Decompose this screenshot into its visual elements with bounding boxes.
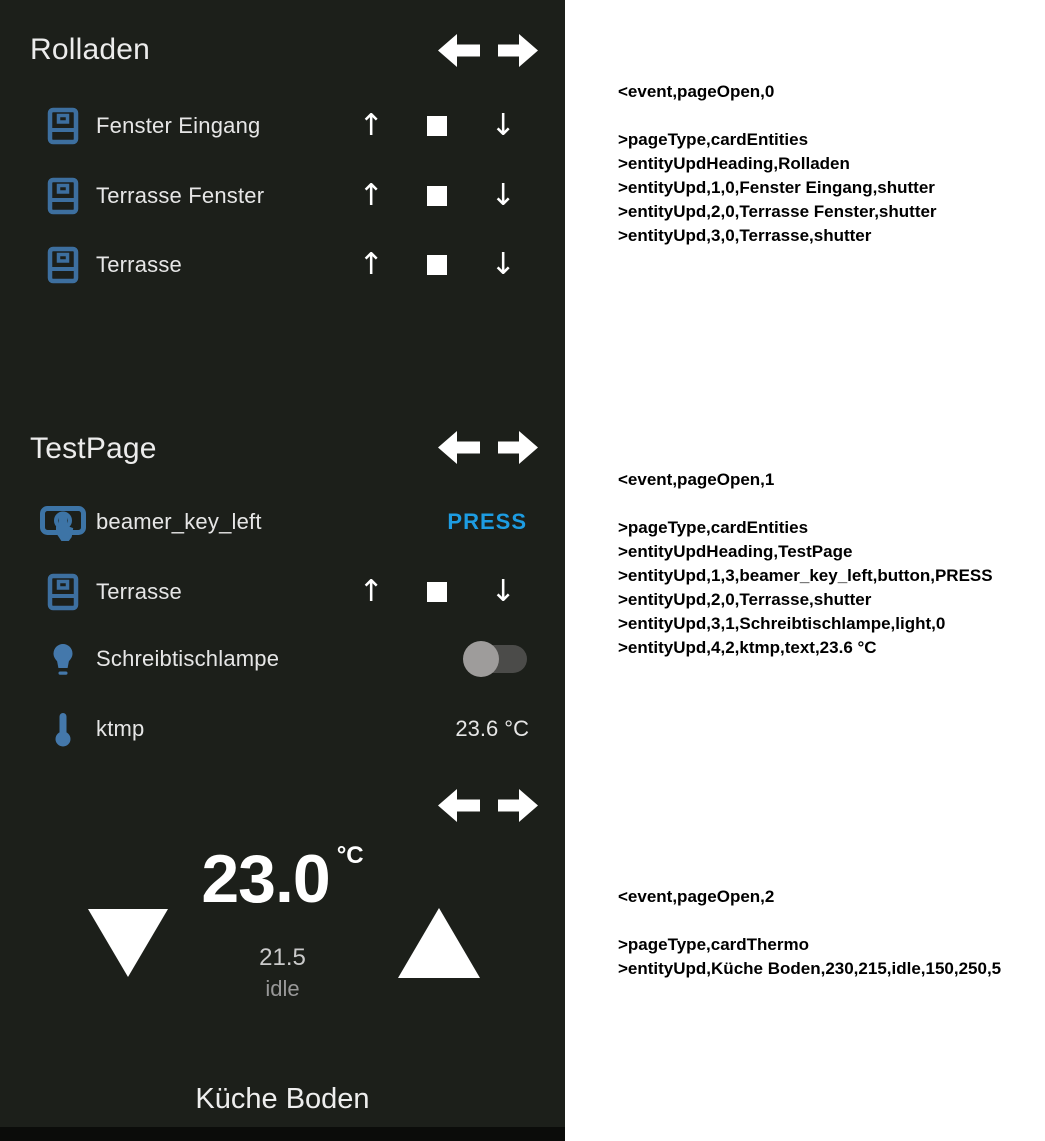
entity-row	[0, 637, 565, 681]
log-line: >pageType,cardEntities	[618, 518, 809, 537]
entity-label: Terrasse	[96, 252, 182, 277]
entity-label: Terrasse Fenster	[96, 183, 265, 208]
entity-row	[0, 243, 565, 287]
page-next-button[interactable]	[498, 431, 538, 464]
toggle-knob	[463, 641, 499, 677]
shutter-stop-button[interactable]	[425, 248, 449, 282]
entity-row	[0, 104, 565, 148]
entity-label: Schreibtischlampe	[96, 646, 280, 671]
card-heading-testpage: TestPage	[30, 432, 157, 465]
card-heading-rolladen: Rolladen	[30, 33, 151, 66]
page-prev-button[interactable]	[438, 431, 480, 464]
arrow-right-icon	[498, 34, 538, 67]
window-shutter-icon	[40, 246, 86, 284]
shutter-up-button[interactable]	[359, 109, 383, 143]
shutter-stop-button[interactable]	[425, 179, 449, 213]
shutter-down-button[interactable]	[491, 575, 515, 609]
log-line: >entityUpd,2,0,Terrasse Fenster,shutter	[618, 202, 937, 221]
log-line: >entityUpd,2,0,Terrasse,shutter	[618, 590, 872, 609]
arrow-left-icon	[438, 431, 480, 464]
arrow-down-icon: ↓	[490, 574, 516, 609]
entity-row	[0, 707, 565, 751]
page-nav	[438, 431, 538, 464]
shutter-up-button[interactable]	[359, 179, 383, 213]
log-line: >entityUpdHeading,TestPage	[618, 542, 853, 561]
entity-label: Fenster Eingang	[96, 113, 261, 138]
arrow-left-icon	[438, 34, 480, 67]
log-event-line: <event,pageOpen,0	[618, 82, 775, 101]
entity-row	[0, 500, 565, 544]
log-block-page0	[618, 80, 1042, 248]
target-temperature: 21.5	[259, 944, 306, 971]
page-next-button[interactable]	[498, 34, 538, 67]
log-line: >entityUpd,4,2,ktmp,text,23.6 °C	[618, 638, 877, 657]
hvac-state: idle	[265, 976, 300, 1001]
window-shutter-icon	[40, 573, 86, 611]
window-shutter-icon	[40, 107, 86, 145]
shutter-stop-button[interactable]	[425, 575, 449, 609]
thermometer-icon	[40, 711, 86, 747]
shutter-down-button[interactable]	[491, 248, 515, 282]
log-event-line: <event,pageOpen,2	[618, 887, 775, 906]
entity-row	[0, 570, 565, 614]
thermostat-title: Küche Boden	[195, 1083, 370, 1115]
log-block-page1	[618, 468, 1042, 660]
shutter-stop-button[interactable]	[425, 109, 449, 143]
shutter-controls	[359, 575, 515, 609]
arrow-up-icon: ↑	[358, 574, 384, 609]
shutter-controls	[359, 109, 515, 143]
log-line: >entityUpd,3,0,Terrasse,shutter	[618, 226, 872, 245]
entity-row	[0, 174, 565, 218]
entity-label: beamer_key_left	[96, 509, 262, 534]
press-button[interactable]: PRESS	[447, 509, 527, 534]
log-line: >entityUpd,1,0,Fenster Eingang,shutter	[618, 178, 935, 197]
log-line: >pageType,cardThermo	[618, 935, 809, 954]
page-nav	[438, 34, 538, 67]
arrow-up-icon: ↑	[358, 108, 384, 143]
gesture-tap-button-icon	[40, 502, 86, 542]
shutter-up-button[interactable]	[359, 575, 383, 609]
arrow-right-icon	[498, 789, 538, 822]
arrow-down-icon: ↓	[490, 178, 516, 213]
stop-square-icon	[427, 255, 447, 275]
page-prev-button[interactable]	[438, 34, 480, 67]
arrow-up-icon: ↑	[358, 178, 384, 213]
arrow-up-icon: ↑	[358, 247, 384, 282]
arrow-down-icon: ↓	[490, 108, 516, 143]
shutter-up-button[interactable]	[359, 248, 383, 282]
shutter-controls	[359, 248, 515, 282]
arrow-down-icon: ↓	[490, 247, 516, 282]
arrow-right-icon	[498, 431, 538, 464]
current-temperature-value: 23.0	[201, 841, 330, 917]
log-event-line: <event,pageOpen,1	[618, 470, 775, 489]
entity-label: ktmp	[96, 716, 145, 741]
window-shutter-icon	[40, 177, 86, 215]
log-line: >entityUpdHeading,Rolladen	[618, 154, 850, 173]
entity-label: Terrasse	[96, 579, 182, 604]
light-bulb-icon	[40, 642, 86, 676]
arrow-left-icon	[438, 789, 480, 822]
stop-square-icon	[427, 116, 447, 136]
log-block-page2	[618, 885, 1042, 981]
light-toggle[interactable]	[463, 645, 527, 673]
log-line: >entityUpd,1,3,beamer_key_left,button,PRESS	[618, 566, 993, 585]
stop-square-icon	[427, 186, 447, 206]
page-nav	[438, 789, 538, 822]
log-line: >entityUpd,3,1,Schreibtischlampe,light,0	[618, 614, 946, 633]
page-next-button[interactable]	[498, 789, 538, 822]
shutter-down-button[interactable]	[491, 179, 515, 213]
stop-square-icon	[427, 582, 447, 602]
page-prev-button[interactable]	[438, 789, 480, 822]
log-line: >pageType,cardEntities	[618, 130, 809, 149]
shutter-controls	[359, 179, 515, 213]
panel-bottom-strip	[0, 1127, 565, 1141]
log-line: >entityUpd,Küche Boden,230,215,idle,150,250,5	[618, 959, 1002, 978]
shutter-down-button[interactable]	[491, 109, 515, 143]
current-temperature	[0, 840, 565, 918]
sensor-value: 23.6 °C	[455, 716, 529, 741]
temperature-unit: °C	[336, 842, 364, 869]
